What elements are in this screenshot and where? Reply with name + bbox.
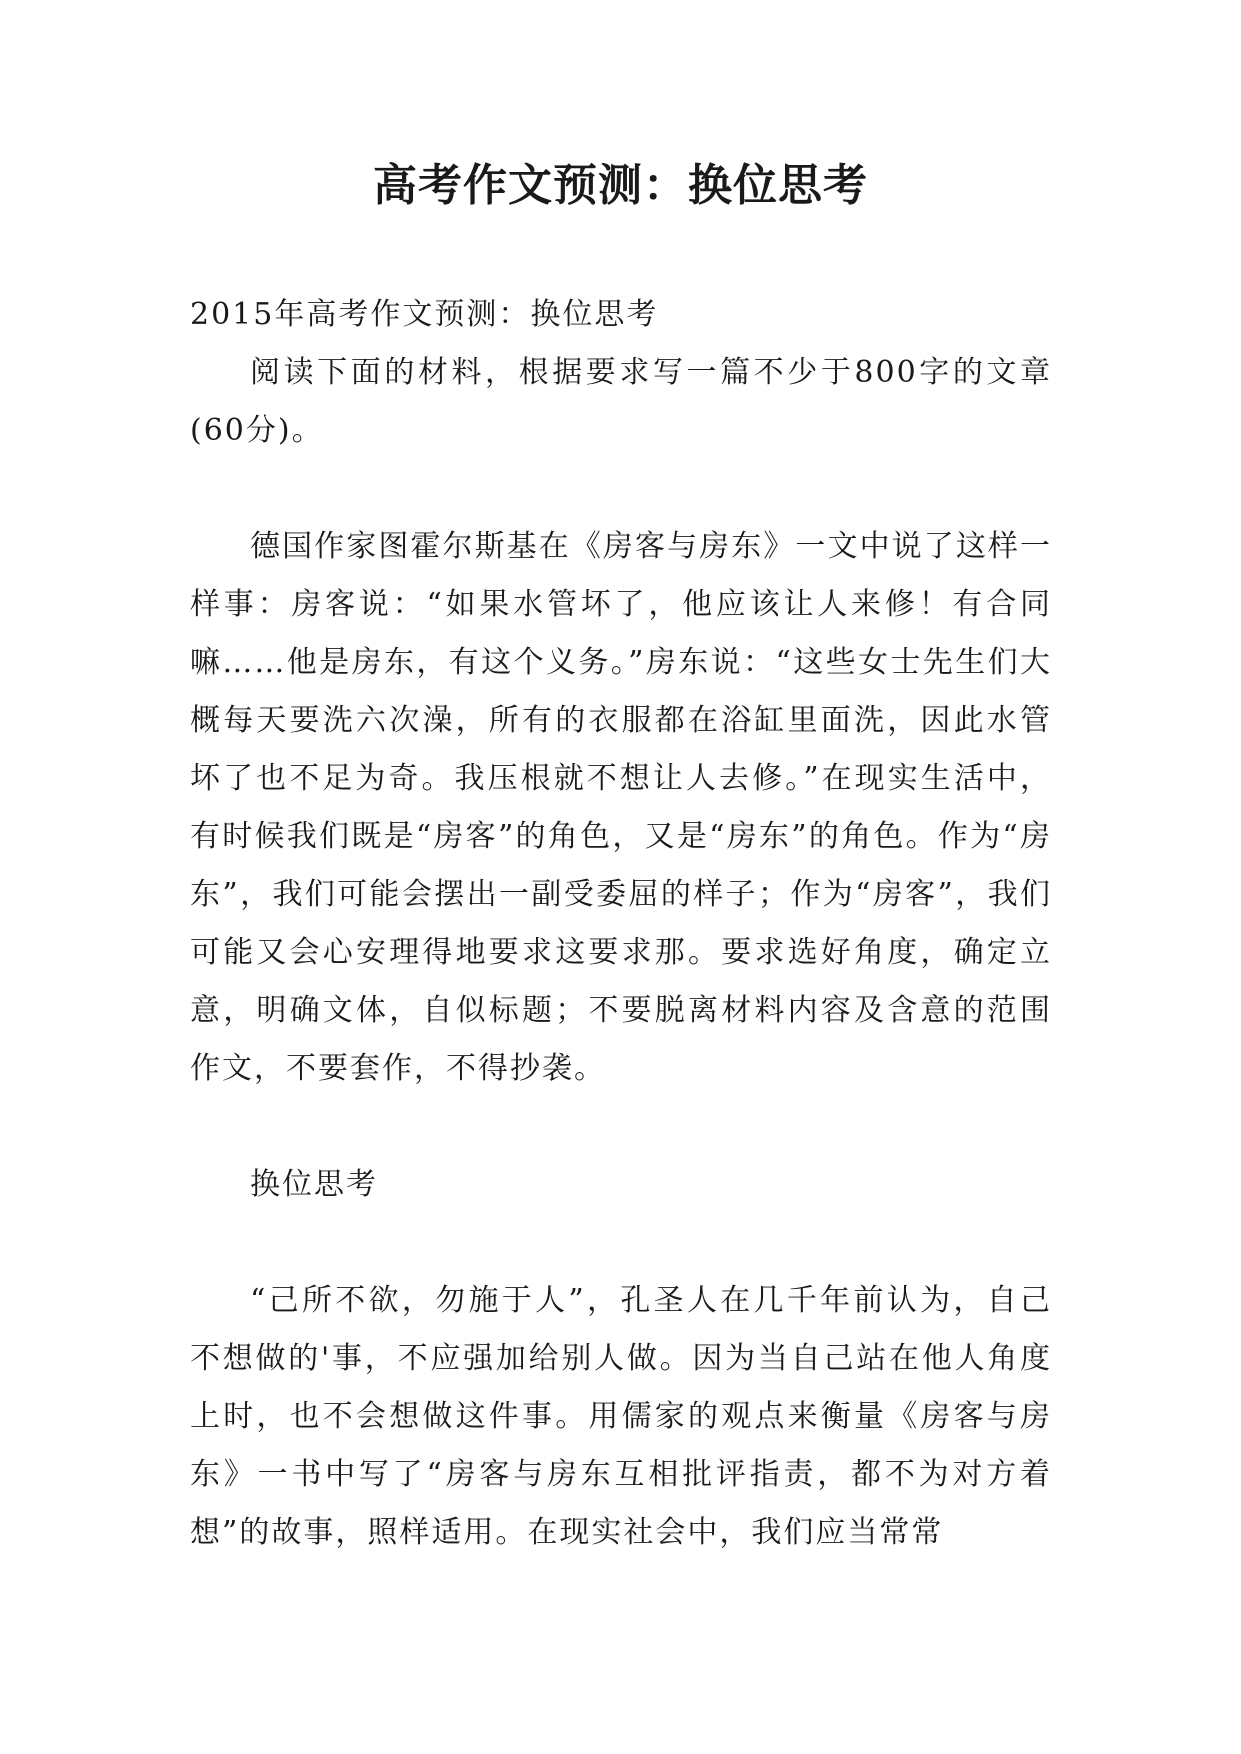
essay-heading: 换位思考 bbox=[250, 1167, 378, 1202]
document-title: 高考作文预测：换位思考 bbox=[373, 160, 868, 211]
prompt-paragraph: 阅读下面的材料，根据要求写一篇不少于800字的文章(60分)。 bbox=[190, 355, 1052, 448]
document-body bbox=[190, 286, 1052, 1562]
material-paragraph: 德国作家图霍尔斯基在《房客与房东》一文中说了这样一样事：房客说：“如果水管坏了，他应该让人来修！有合同嘛……他是房东，有这个义务。”房东说：“这些女士先生们大概每天要洗六次澡，所有的衣服都在浴缸里面洗，因此水管坏了也不足为奇。我压根就不想让人去修。”在现实生活中，有时候我们既是“房客”的角色，又是“房东”的角色。作为“房东”，我们可能会摆出一副受委屈的样子；作为“房客”，我们可能又会心安理得地要求这要求那。要求选好角度，确定立意，明确文体，自似标题；不要脱离材料内容及含意的范围作文，不要套作，不得抄袭。 bbox=[190, 529, 1052, 1086]
essay-paragraph: “己所不欲，勿施于人”，孔圣人在几千年前认为，自己不想做的'事，不应强加给别人做。因为当自己站在他人角度上时，也不会想做这件事。用儒家的观点来衡量《房客与房东》一书中写了“房客与房东互相批评指责，都不为对方着想”的故事，照样适用。在现实社会中，我们应当常常 bbox=[190, 1283, 1052, 1550]
subtitle-line: 2015年高考作文预测：换位思考 bbox=[190, 297, 659, 332]
